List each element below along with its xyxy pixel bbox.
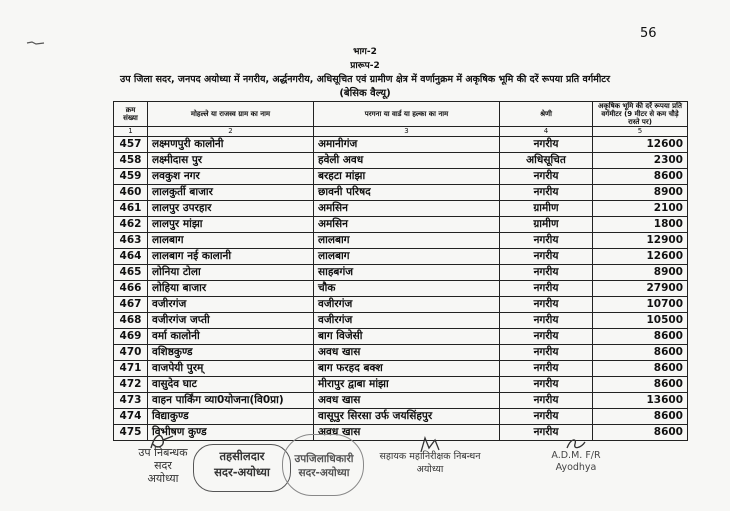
- signature-tehsildar: [192, 448, 292, 480]
- serial-cell: 463: [114, 233, 148, 249]
- ward-cell: छावनी परिषद: [314, 185, 500, 201]
- rate-cell: 8600: [593, 425, 688, 441]
- serial-cell: 464: [114, 249, 148, 265]
- locality-cell: लोहिया बाजार: [148, 281, 314, 297]
- table-row: [114, 393, 688, 409]
- locality-cell: वशिष्ठकुण्ड: [148, 345, 314, 361]
- page-subtitle: (बेसिक वैल्यू): [339, 88, 391, 99]
- table-row: [114, 169, 688, 185]
- col-number: 1: [114, 127, 148, 137]
- table-row: [114, 217, 688, 233]
- category-cell: नगरीय: [500, 409, 593, 425]
- locality-cell: विद्याकुण्ड: [148, 409, 314, 425]
- rates-table: [113, 101, 688, 441]
- table-row: [114, 361, 688, 377]
- locality-cell: लालबाग नई कालानी: [148, 249, 314, 265]
- col-number: 2: [148, 127, 314, 137]
- adm-title: A.D.M. F/R: [551, 450, 601, 461]
- ward-cell: वासूपुर सिरसा उर्फ जयसिंहपुर: [314, 409, 500, 425]
- col-header-rate: अकृषिक भूमि की दरें रूपया प्रति वर्गमीटर (9 मीटर से कम चौड़े रास्ते पर): [593, 102, 688, 127]
- ward-cell: हवेली अवध: [314, 153, 500, 169]
- rate-cell: 27900: [593, 281, 688, 297]
- sub-registrar-office: सदर: [154, 459, 172, 472]
- rate-cell: 8600: [593, 329, 688, 345]
- rate-cell: 8600: [593, 409, 688, 425]
- category-cell: नगरीय: [500, 393, 593, 409]
- locality-cell: लालबाग: [148, 233, 314, 249]
- table-row: [114, 201, 688, 217]
- locality-cell: लोनिया टोला: [148, 265, 314, 281]
- category-cell: ग्रामीण: [500, 201, 593, 217]
- ward-cell: अवध खास: [314, 393, 500, 409]
- col-header-locality: मोहल्ले या राजस्व ग्राम का नाम: [148, 102, 314, 127]
- table-row: [114, 297, 688, 313]
- ward-cell: अवध खास: [314, 425, 500, 441]
- sdm-office: सदर-अयोध्या: [298, 467, 350, 479]
- rate-cell: 8600: [593, 169, 688, 185]
- serial-cell: 471: [114, 361, 148, 377]
- sub-registrar-place: अयोध्या: [147, 472, 179, 485]
- serial-cell: 459: [114, 169, 148, 185]
- aig-title: सहायक महानिरीक्षक निबन्धन: [379, 451, 481, 462]
- table-row: [114, 249, 688, 265]
- category-cell: नगरीय: [500, 169, 593, 185]
- aig-place: अयोध्या: [416, 464, 444, 475]
- ward-cell: लालबाग: [314, 233, 500, 249]
- serial-cell: 462: [114, 217, 148, 233]
- locality-cell: वाहन पार्किंग व्या0योजना(वि0प्रा): [148, 393, 314, 409]
- serial-cell: 461: [114, 201, 148, 217]
- rate-cell: 1800: [593, 217, 688, 233]
- table-row: [114, 313, 688, 329]
- col-header-ward: परगना या वार्ड या हल्का का नाम: [314, 102, 500, 127]
- ward-cell: लालबाग: [314, 249, 500, 265]
- ward-cell: अमानीगंज: [314, 137, 500, 153]
- col-number: 4: [500, 127, 593, 137]
- rate-cell: 8600: [593, 345, 688, 361]
- rate-cell: 2300: [593, 153, 688, 169]
- category-cell: नगरीय: [500, 281, 593, 297]
- rate-cell: 13600: [593, 393, 688, 409]
- rate-cell: 8600: [593, 361, 688, 377]
- ward-cell: वजीरगंज: [314, 313, 500, 329]
- locality-cell: वजीरगंज: [148, 297, 314, 313]
- table-row: [114, 329, 688, 345]
- serial-cell: 457: [114, 137, 148, 153]
- page-title: उप जिला सदर, जनपद अयोध्या में नगरीय, अर्द्धनगरीय, अधिसूचित एवं ग्रामीण क्षेत्र में वर्णानुक्रम में अकृषिक भूमि की दरें रूपया प्रति वर्गमीटर: [120, 74, 610, 85]
- category-cell: नगरीय: [500, 233, 593, 249]
- category-cell: नगरीय: [500, 249, 593, 265]
- serial-cell: 466: [114, 281, 148, 297]
- col-header-category: श्रेणी: [500, 102, 593, 127]
- sdm-title: उपजिलाधिकारी: [294, 453, 354, 465]
- ward-cell: वजीरगंज: [314, 297, 500, 313]
- rate-cell: 12600: [593, 137, 688, 153]
- category-cell: नगरीय: [500, 313, 593, 329]
- rate-cell: 10500: [593, 313, 688, 329]
- serial-cell: 460: [114, 185, 148, 201]
- serial-cell: 474: [114, 409, 148, 425]
- col-number: 3: [314, 127, 500, 137]
- rate-cell: 8900: [593, 265, 688, 281]
- locality-cell: लवकुश नगर: [148, 169, 314, 185]
- ward-cell: साहबगंज: [314, 265, 500, 281]
- locality-cell: वासुदेव घाट: [148, 377, 314, 393]
- locality-cell: लक्ष्मणपुरी कालोनी: [148, 137, 314, 153]
- serial-cell: 473: [114, 393, 148, 409]
- rate-cell: 8900: [593, 185, 688, 201]
- ward-cell: चौक: [314, 281, 500, 297]
- table-row: [114, 137, 688, 153]
- col-number: 5: [593, 127, 688, 137]
- category-cell: नगरीय: [500, 329, 593, 345]
- ward-cell: अवध खास: [314, 345, 500, 361]
- locality-cell: वजीरगंज जप्ती: [148, 313, 314, 329]
- locality-cell: वाजपेयी पुरम्: [148, 361, 314, 377]
- tehsildar-title: तहसीलदार: [219, 449, 265, 463]
- sub-registrar-title: उप निबन्धक: [138, 446, 188, 459]
- locality-cell: लालपुर उपरहार: [148, 201, 314, 217]
- category-cell: नगरीय: [500, 265, 593, 281]
- category-cell: नगरीय: [500, 361, 593, 377]
- table-row: [114, 265, 688, 281]
- category-cell: नगरीय: [500, 345, 593, 361]
- serial-cell: 470: [114, 345, 148, 361]
- locality-cell: लालकुर्ती बाजार: [148, 185, 314, 201]
- ward-cell: बाग फरहद बक्श: [314, 361, 500, 377]
- page-number: 56: [640, 26, 657, 41]
- adm-place: Ayodhya: [555, 462, 597, 473]
- serial-cell: 472: [114, 377, 148, 393]
- ward-cell: अमसिन: [314, 201, 500, 217]
- category-cell: अधिसूचित: [500, 153, 593, 169]
- signature-adm: [536, 436, 616, 474]
- table-row: [114, 233, 688, 249]
- ward-cell: बरहटा मांझा: [314, 169, 500, 185]
- signature-sdm: [278, 452, 370, 480]
- serial-cell: 467: [114, 297, 148, 313]
- table-header-row: [114, 102, 688, 127]
- table-row: [114, 345, 688, 361]
- locality-cell: लक्ष्मीदास पुर: [148, 153, 314, 169]
- table-row: [114, 153, 688, 169]
- rate-cell: 12600: [593, 249, 688, 265]
- ward-cell: बाग विजेसी: [314, 329, 500, 345]
- column-number-row: [114, 127, 688, 137]
- serial-cell: 458: [114, 153, 148, 169]
- form-label: प्रारूप-2: [350, 61, 380, 71]
- serial-cell: 475: [114, 425, 148, 441]
- category-cell: नगरीय: [500, 185, 593, 201]
- col-header-serial: क्रम संख्या: [114, 102, 148, 127]
- table-row: [114, 377, 688, 393]
- locality-cell: विभीषण कुण्ड: [148, 425, 314, 441]
- ward-cell: अमसिन: [314, 217, 500, 233]
- locality-cell: लालपुर मांझा: [148, 217, 314, 233]
- table-row: [114, 281, 688, 297]
- rate-cell: 12900: [593, 233, 688, 249]
- part-label: भाग-2: [353, 47, 377, 57]
- rate-cell: 2100: [593, 201, 688, 217]
- category-cell: नगरीय: [500, 137, 593, 153]
- category-cell: ग्रामीण: [500, 217, 593, 233]
- table-row: [114, 185, 688, 201]
- serial-cell: 469: [114, 329, 148, 345]
- category-cell: नगरीय: [500, 425, 593, 441]
- rate-cell: 10700: [593, 297, 688, 313]
- locality-cell: वर्मा कालोनी: [148, 329, 314, 345]
- category-cell: नगरीय: [500, 297, 593, 313]
- serial-cell: 465: [114, 265, 148, 281]
- rate-cell: 8600: [593, 377, 688, 393]
- ward-cell: मीरापुर द्वाबा मांझा: [314, 377, 500, 393]
- table-row: [114, 409, 688, 425]
- serial-cell: 468: [114, 313, 148, 329]
- category-cell: नगरीय: [500, 377, 593, 393]
- signature-aig-registration: [360, 436, 500, 476]
- tehsildar-office: सदर-अयोध्या: [214, 465, 270, 479]
